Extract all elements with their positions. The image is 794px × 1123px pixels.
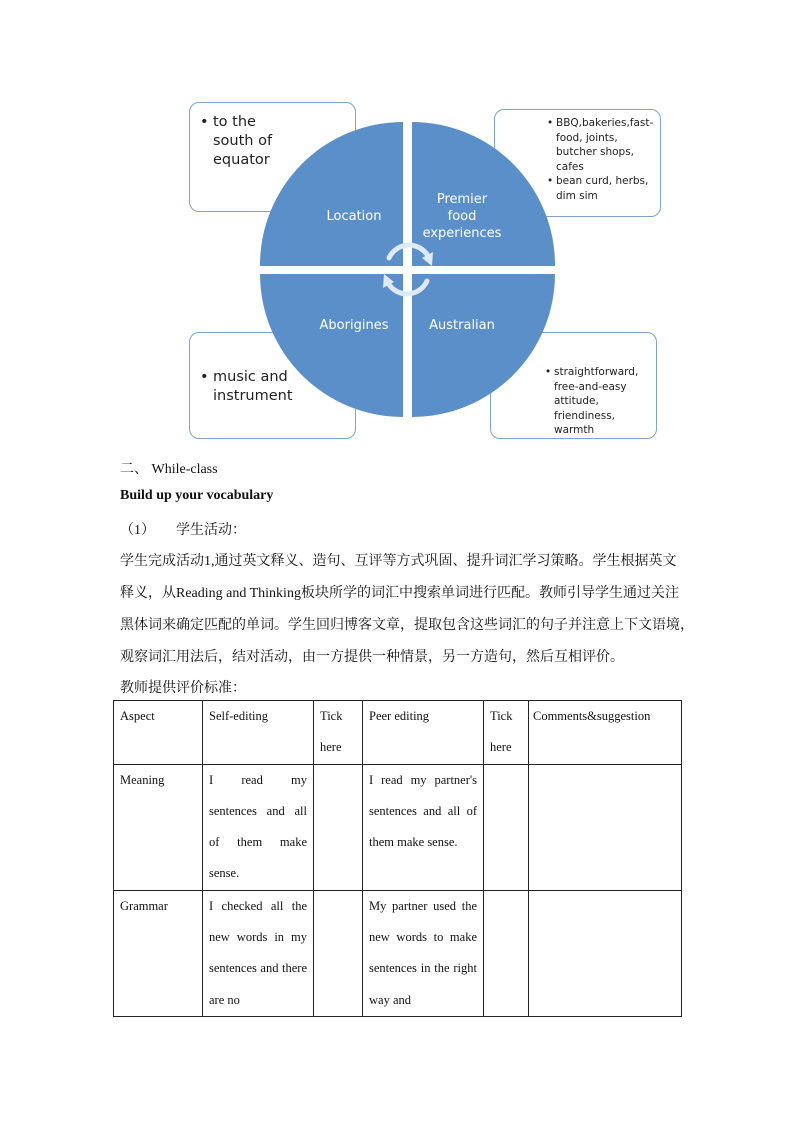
note-item: • music and instrument xyxy=(200,368,290,406)
quadrant-label-aborigines: Aborigines xyxy=(319,318,389,333)
table-row xyxy=(114,764,682,890)
quadrant-circle xyxy=(0,0,794,450)
criteria-label: 教师提供评价标准： xyxy=(120,681,246,696)
premier-line: food xyxy=(447,209,477,224)
evaluation-table xyxy=(113,700,682,1017)
activity-label: （1） 学生活动： xyxy=(120,523,246,538)
paragraph-line: 黑体词来确定匹配的单词。学生回归博客文章，提取包含这些词汇的句子并注意上下文语境， xyxy=(120,618,694,633)
quadrant-aborigines xyxy=(260,274,403,417)
vocab-heading: Build up your vocabulary xyxy=(120,488,274,503)
table-cell: I read my partner's sentences and all of them make sense. xyxy=(363,764,484,890)
note-item: • to the south of equator xyxy=(200,113,280,170)
premier-line: Premier xyxy=(436,192,488,207)
table-header-cell: Aspect xyxy=(114,701,203,765)
table-cell: Meaning xyxy=(114,764,203,890)
comment-cell[interactable] xyxy=(529,890,682,1016)
table-header-cell: Peer editing xyxy=(363,701,484,765)
note-item: • BBQ,bakeries,fast-food, joints, butcher shops, cafes xyxy=(547,116,654,174)
table-header-cell: Tick here xyxy=(314,701,363,765)
table-row xyxy=(114,890,682,1016)
tick-cell[interactable] xyxy=(484,890,529,1016)
section-heading: 二、 While-class xyxy=(120,462,218,477)
table-cell: My partner used the new words to make sentences in the right way and xyxy=(363,890,484,1016)
tick-cell[interactable] xyxy=(314,890,363,1016)
quadrant-location xyxy=(260,122,403,266)
paragraph-line: 释义，从Reading and Thinking板块所学的词汇中搜索单词进行匹配。教师引导学生通过关注 xyxy=(120,586,679,601)
quadrant-label-premier xyxy=(410,191,514,242)
paragraph-line: 观察词汇用法后，结对活动，由一方提供一种情景，另一方造句，然后互相评价。 xyxy=(120,650,624,665)
tick-cell[interactable] xyxy=(314,764,363,890)
note-item: • straightforward, free-and-easy attitude, friendiness, warmth xyxy=(545,365,650,438)
table-cell: Grammar xyxy=(114,890,203,1016)
table-header-cell: Self-editing xyxy=(203,701,314,765)
concept-diagram xyxy=(0,0,794,450)
note-item: • bean curd, herbs, dim sim xyxy=(547,174,654,203)
quadrant-label-australian: Australian xyxy=(429,318,495,333)
paragraph-line: 学生完成活动1,通过英文释义、造句、互评等方式巩固、提升词汇学习策略。学生根据英文 xyxy=(120,554,677,569)
comment-cell[interactable] xyxy=(529,764,682,890)
table-cell: I checked all the new words in my sentences and there are no xyxy=(203,890,314,1016)
table-header-cell: Comments&suggestion xyxy=(529,701,682,765)
quadrant-label-location: Location xyxy=(326,209,382,224)
table-header-row xyxy=(114,701,682,765)
table-header-cell: Tick here xyxy=(484,701,529,765)
tick-cell[interactable] xyxy=(484,764,529,890)
table-cell: I read my sentences and all of them make sense. xyxy=(203,764,314,890)
premier-line: experiences xyxy=(422,226,502,241)
quadrant-australian xyxy=(412,274,555,417)
